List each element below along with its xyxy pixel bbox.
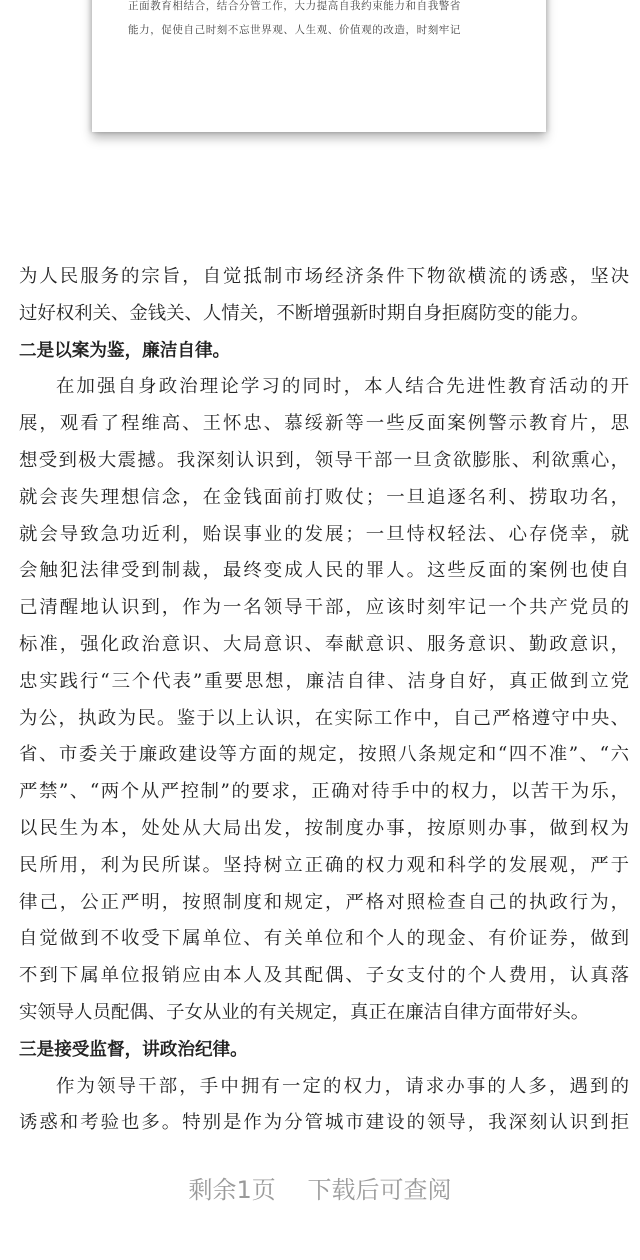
text-line: 展，观看了程维高、王怀忠、慕绥新等一些反面案例警示教育片，思 [19,413,629,435]
section-heading: 三是接受监督，讲政治纪律。 [19,1039,248,1060]
text-line: 过好权利关、金钱关、人情关，不断增强新时期自身拒腐防变的能力。 [19,302,590,324]
text-line: 会触犯法律受到制裁，最终变成人民的罪人。这些反面的案例也使自 [19,560,629,582]
previous-page-preview [92,0,546,132]
text-line: 己清醒地认识到，作为一名领导干部，应该时刻牢记一个共产党员的 [19,597,629,619]
text-line: 作为领导干部，手中拥有一定的权力，请求办事的人多，遇到的 [56,1075,629,1097]
download-prompt[interactable] [0,1165,640,1215]
text-line: 诱惑和考验也多。特别是作为分管城市建设的领导，我深刻认识到拒 [19,1112,629,1134]
text-line: 律己，公正严明，按照制度和规定，严格对照检查自己的执政行为， [19,891,629,913]
text-line: 不到下属单位报销应由本人及其配偶、子女支付的个人费用，认真落 [19,965,629,987]
text-line: 想受到极大震撼。我深刻认识到，领导干部一旦贪欲膨胀、利欲熏心， [19,449,629,471]
text-line: 在加强自身政治理论学习的同时，本人结合先进性教育活动的开 [56,376,629,398]
text-line: 省、市委关于廉政建设等方面的规定，按照八条规定和“四不准”、“六 [19,744,629,766]
text-line: 实领导人员配偶、子女从业的有关规定，真正在廉洁自律方面带好头。 [19,1001,590,1023]
text-line: 标准，强化政治意识、大局意识、奉献意识、服务意识、勤政意识， [19,633,629,655]
download-to-view-label[interactable]: 下载后可查阅 [307,1176,452,1204]
remaining-pages-label: 剩余1页 [188,1176,276,1204]
preview-line: 能力，促使自己时刻不忘世界观、人生观、价值观的改造，时刻牢记 [128,24,461,36]
preview-text [128,0,518,42]
text-line: 就会丧失理想信念，在金钱面前打败仗；一旦追逐名利、捞取功名， [19,486,629,508]
text-line: 为人民服务的宗旨，自觉抵制市场经济条件下物欲横流的诱惑，坚决 [19,266,629,287]
document-body [19,259,629,1142]
preview-line: 正面教育相结合，结合分管工作，大力提高自我约束能力和自我警省 [128,0,461,12]
text-line: 就会导致急功近利，贻误事业的发展；一旦恃权轻法、心存侥幸，就 [19,523,629,545]
section-heading: 二是以案为鉴，廉洁自律。 [19,340,231,361]
text-line: 为公，执政为民。鉴于以上认识，在实际工作中，自己严格遵守中央、 [19,707,629,729]
text-line: 民所用，利为民所谋。坚持树立正确的权力观和科学的发展观，严于 [19,854,629,876]
text-line: 自觉做到不收受下属单位、有关单位和个人的现金、有价证券，做到 [19,928,629,950]
text-line: 严禁”、“两个从严控制”的要求，正确对待手中的权力，以苦干为乐， [19,781,629,803]
text-line: 忠实践行“三个代表”重要思想，廉洁自律、洁身自好，真正做到立党 [19,670,629,692]
text-line: 以民生为本，处处从大局出发，按制度办事，按原则办事，做到权为 [19,817,629,839]
